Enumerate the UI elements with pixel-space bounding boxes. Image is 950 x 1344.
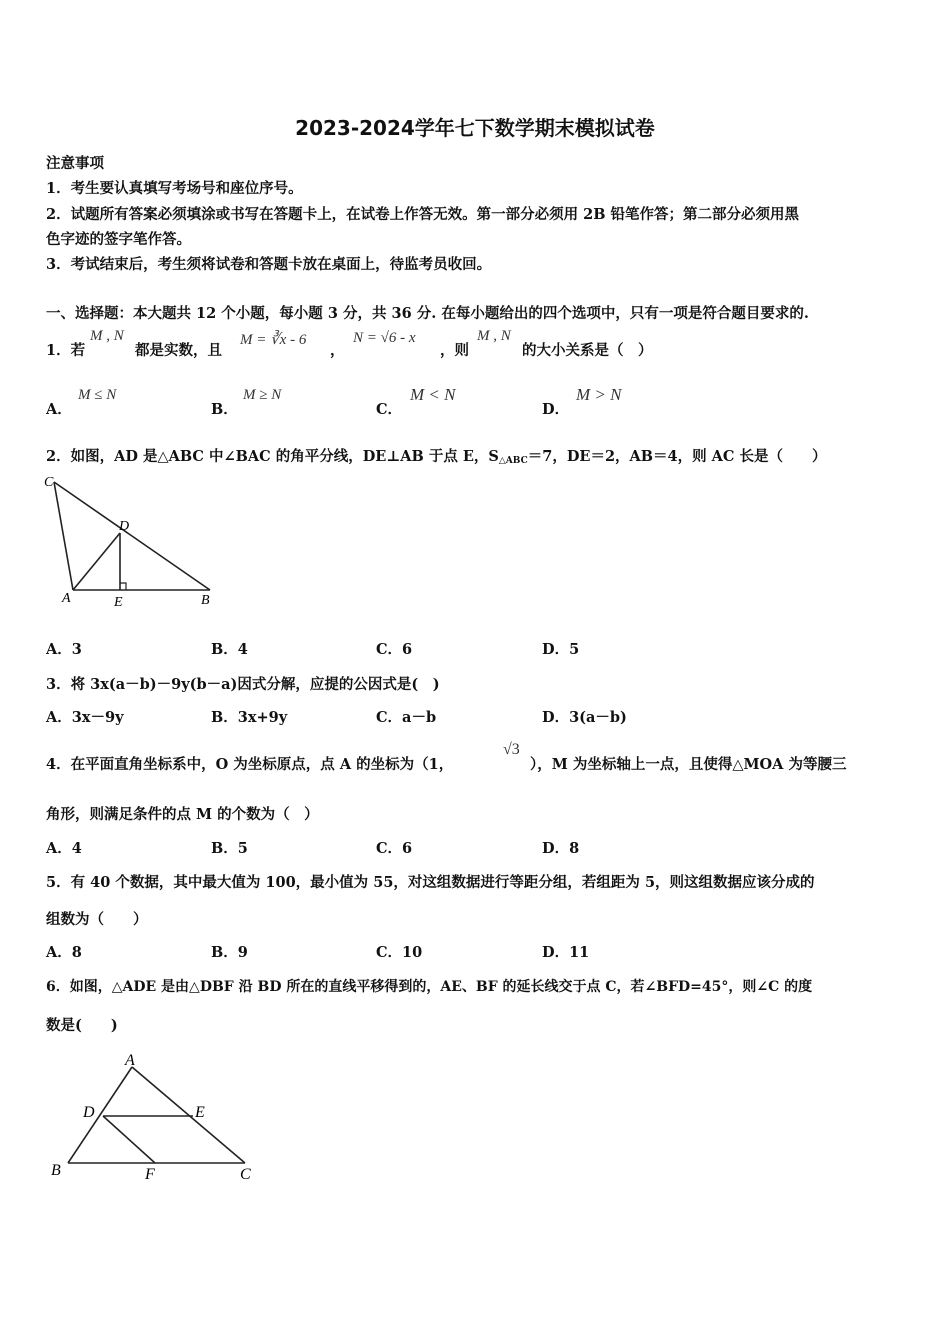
q1-text-2: 都是实数，且 bbox=[135, 342, 222, 359]
q1-text-1: 1．若 bbox=[46, 342, 86, 359]
q4-option-d: D．8 bbox=[542, 840, 580, 857]
q1-comma: ， bbox=[330, 342, 345, 359]
q4-text-3: 角形，则满足条件的点 M 的个数为（ ） bbox=[46, 806, 319, 823]
q4-text-1: 4．在平面直角坐标系中，O 为坐标原点，点 A 的坐标为（1， bbox=[46, 756, 454, 773]
q6-text-2: 数是( ) bbox=[46, 1017, 118, 1034]
section1-header: 一、选择题：本大题共 12 个小题，每小题 3 分，共 36 分. 在每小题给出的四个选项中，只有一项是符合题目要求的. bbox=[46, 305, 809, 322]
q1-text-3: ，则 bbox=[440, 342, 469, 359]
q1-n-expr: N = √6 - x bbox=[353, 330, 416, 346]
q5-text-1: 5．有 40 个数据，其中最大值为 100，最小值为 55，对这组数据进行等距分组，若组距为 5，则这组数据应该分成的 bbox=[46, 874, 815, 891]
q1-text-4: 的大小关系是（ ） bbox=[522, 342, 653, 359]
q2-figure bbox=[40, 470, 225, 615]
q2-option-d: D．5 bbox=[542, 641, 580, 658]
q6-label-a: A bbox=[125, 1052, 135, 1069]
q6-label-b: B bbox=[51, 1162, 61, 1179]
note-item-1: 1．考生要认真填写考场号和座位序号。 bbox=[46, 180, 303, 197]
notes-heading: 注意事项 bbox=[46, 155, 104, 172]
q2-text-2: ＝7，DE＝2，AB＝4，则 AC 长是（ ） bbox=[527, 448, 827, 465]
q2-segment-ca bbox=[54, 482, 73, 590]
q1-mn: M , N bbox=[90, 328, 124, 344]
q4-option-b: B．5 bbox=[211, 840, 248, 857]
q1-option-c-value: M < N bbox=[410, 385, 456, 404]
q6-segment-ab bbox=[68, 1067, 132, 1163]
q6-segment-ac bbox=[132, 1067, 245, 1163]
q2-option-c: C．6 bbox=[376, 641, 413, 658]
q2-subscript: △ABC bbox=[498, 456, 528, 466]
q2-option-a: A．3 bbox=[46, 641, 82, 658]
q3-option-b: B．3x+9y bbox=[211, 709, 288, 726]
q3-question: 3．将 3x(a－b)－9y(b－a)因式分解，应提的公因式是( ) bbox=[46, 676, 440, 693]
note-item-2: 2．试题所有答案必须填涂或书写在答题卡上，在试卷上作答无效。第一部分必须用 2B 铅笔作答；第二部分必须用黑 bbox=[46, 206, 800, 223]
q1-option-d-value: M > N bbox=[576, 385, 622, 404]
q2-label-d: D bbox=[119, 519, 130, 534]
q2-text-1: 2．如图，AD 是△ABC 中∠BAC 的角平分线，DE⊥AB 于点 E，S bbox=[46, 448, 499, 465]
q6-text-1: 6．如图，△ADE 是由△DBF 沿 BD 所在的直线平移得到的，AE、BF 的延长线交于点 C，若∠BFD=45°，则∠C 的度 bbox=[46, 979, 813, 995]
q4-option-c: C．6 bbox=[376, 840, 413, 857]
q6-label-d: D bbox=[83, 1104, 95, 1121]
q2-right-angle-mark bbox=[120, 583, 126, 590]
q3-option-a: A．3x－9y bbox=[46, 709, 124, 726]
q3-option-c: C．a－b bbox=[376, 709, 437, 726]
q1-option-d-label: D． bbox=[542, 401, 570, 418]
q5-text-2: 组数为（ ） bbox=[46, 911, 148, 928]
q5-option-a: A．8 bbox=[46, 944, 82, 961]
q1-option-a-value: M ≤ N bbox=[78, 387, 117, 403]
q1-option-c-label: C． bbox=[376, 401, 403, 418]
q1-m-expr: M = ∛x - 6 bbox=[240, 332, 307, 348]
q5-option-c: C．10 bbox=[376, 944, 423, 961]
note-item-3: 3．考试结束后，考生须将试卷和答题卡放在桌面上，待监考员收回。 bbox=[46, 256, 492, 273]
q6-figure bbox=[45, 1045, 270, 1190]
q2-segment-cb bbox=[54, 482, 210, 590]
q5-option-b: B．9 bbox=[211, 944, 248, 961]
q2-option-b: B．4 bbox=[211, 641, 248, 658]
q6-segment-df bbox=[103, 1116, 155, 1163]
page-title: 2023-2024学年七下数学期末模拟试卷 bbox=[295, 116, 655, 140]
q2-label-c: C bbox=[44, 475, 54, 490]
q2-label-e: E bbox=[114, 595, 123, 610]
q5-option-d: D．11 bbox=[542, 944, 590, 961]
q3-option-d: D．3(a－b) bbox=[542, 709, 627, 726]
q6-label-e: E bbox=[195, 1104, 205, 1121]
q6-label-f: F bbox=[145, 1166, 155, 1183]
q1-option-b-value: M ≥ N bbox=[243, 387, 282, 403]
q1-option-b-label: B． bbox=[211, 401, 238, 418]
q2-segment-ad bbox=[73, 533, 120, 590]
q4-text-2: ），M 为坐标轴上一点，且使得△MOA 为等腰三 bbox=[530, 756, 847, 773]
q2-question bbox=[46, 445, 827, 466]
q4-sqrt3: √3 bbox=[503, 741, 520, 758]
q2-label-a: A bbox=[62, 591, 71, 606]
q6-label-c: C bbox=[240, 1166, 251, 1183]
note-item-2-cont: 色字迹的签字笔作答。 bbox=[46, 231, 191, 248]
q1-mn-2: M , N bbox=[477, 328, 511, 344]
q2-label-b: B bbox=[201, 593, 210, 608]
q1-option-a-label: A． bbox=[46, 401, 72, 418]
q4-option-a: A．4 bbox=[46, 840, 82, 857]
